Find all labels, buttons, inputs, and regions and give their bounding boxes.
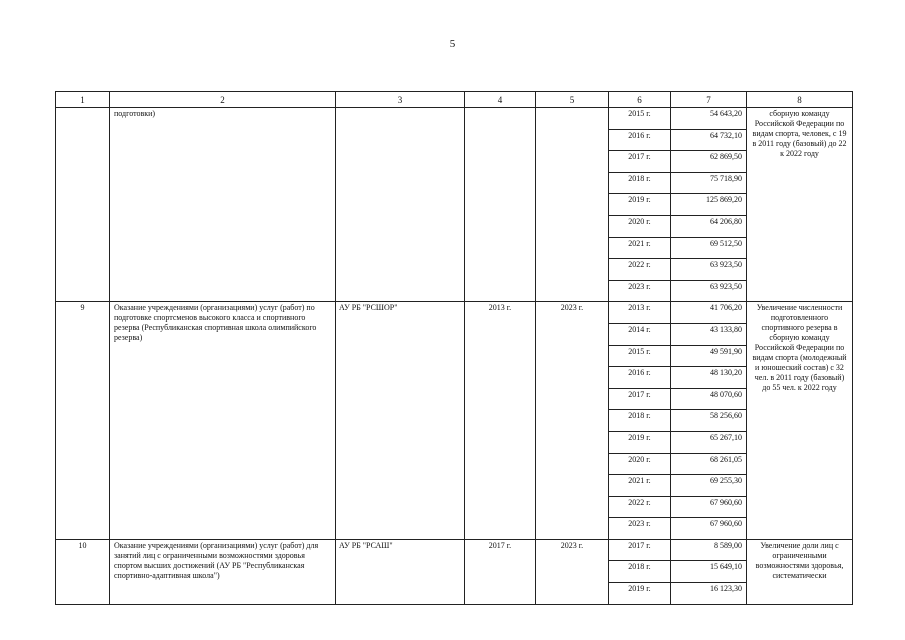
header-cell: 5 (536, 92, 609, 108)
year-cell: 2023 г. (609, 518, 671, 540)
amount-cell: 48 130,20 (671, 367, 747, 389)
amount-cell: 43 133,80 (671, 323, 747, 345)
amount-cell: 63 923,50 (671, 280, 747, 302)
header-cell: 8 (747, 92, 853, 108)
year-cell: 2018 г. (609, 410, 671, 432)
year-cell: 2017 г. (609, 539, 671, 561)
start-year-cell: 2017 г. (465, 539, 536, 604)
amount-cell: 125 869,20 (671, 194, 747, 216)
executor-cell: АУ РБ "РСШОР" (336, 302, 465, 540)
amount-cell: 64 732,10 (671, 129, 747, 151)
header-cell: 4 (465, 92, 536, 108)
amount-cell: 69 255,30 (671, 475, 747, 497)
executor-cell (336, 108, 465, 302)
year-cell: 2016 г. (609, 129, 671, 151)
year-cell: 2022 г. (609, 259, 671, 281)
amount-cell: 49 591,90 (671, 345, 747, 367)
program-table (55, 91, 853, 605)
amount-cell: 68 261,05 (671, 453, 747, 475)
amount-cell: 67 960,60 (671, 518, 747, 540)
event-name-cell: Оказание учреждениями (организациями) услуг (работ) по подготовке спортсменов высокого класса и спортивного резерва (Республиканская спортивная школа олимпийского резерва) (110, 302, 336, 540)
expected-result-cell: Увеличение доли лиц с ограниченными возможностями здоровья, систематически (747, 539, 853, 604)
year-cell: 2015 г. (609, 108, 671, 130)
year-cell: 2014 г. (609, 323, 671, 345)
amount-cell: 15 649,10 (671, 561, 747, 583)
table-row (56, 302, 853, 324)
year-cell: 2021 г. (609, 237, 671, 259)
year-cell: 2016 г. (609, 367, 671, 389)
year-cell: 2023 г. (609, 280, 671, 302)
year-cell: 2020 г. (609, 215, 671, 237)
header-cell: 7 (671, 92, 747, 108)
row-number-cell: 10 (56, 539, 110, 604)
end-year-cell: 2023 г. (536, 302, 609, 540)
amount-cell: 64 206,80 (671, 215, 747, 237)
year-cell: 2017 г. (609, 151, 671, 173)
year-cell: 2019 г. (609, 431, 671, 453)
header-row (56, 92, 853, 108)
amount-cell: 41 706,20 (671, 302, 747, 324)
amount-cell: 16 123,30 (671, 583, 747, 605)
amount-cell: 62 869,50 (671, 151, 747, 173)
year-cell: 2019 г. (609, 583, 671, 605)
page-number: 5 (449, 38, 456, 50)
amount-cell: 58 256,60 (671, 410, 747, 432)
year-cell: 2021 г. (609, 475, 671, 497)
amount-cell: 63 923,50 (671, 259, 747, 281)
amount-cell: 65 267,10 (671, 431, 747, 453)
header-cell: 3 (336, 92, 465, 108)
year-cell: 2018 г. (609, 561, 671, 583)
amount-cell: 69 512,50 (671, 237, 747, 259)
header-cell: 2 (110, 92, 336, 108)
table-row (56, 539, 853, 561)
year-cell: 2019 г. (609, 194, 671, 216)
event-name-cell: подготовки) (110, 108, 336, 302)
year-cell: 2018 г. (609, 172, 671, 194)
executor-cell: АУ РБ "РСАШ" (336, 539, 465, 604)
amount-cell: 67 960,60 (671, 496, 747, 518)
header-cell: 6 (609, 92, 671, 108)
expected-result-cell: сборную команду Российской Федерации по видам спорта, человек, с 19 в 2011 году (базовый) до 22 к 2022 году (747, 108, 853, 302)
row-number-cell: 9 (56, 302, 110, 540)
end-year-cell (536, 108, 609, 302)
start-year-cell (465, 108, 536, 302)
row-number-cell (56, 108, 110, 302)
year-cell: 2022 г. (609, 496, 671, 518)
year-cell: 2017 г. (609, 388, 671, 410)
amount-cell: 8 589,00 (671, 539, 747, 561)
amount-cell: 75 718,90 (671, 172, 747, 194)
event-name-cell: Оказание учреждениями (организациями) услуг (работ) для занятий лиц с ограниченными возможностями здоровья спортом высших достижений (АУ РБ "Республиканская спортивно-адаптивная школа") (110, 539, 336, 604)
year-cell: 2013 г. (609, 302, 671, 324)
year-cell: 2015 г. (609, 345, 671, 367)
table-row (56, 108, 853, 130)
expected-result-cell: Увеличение численности подготовленного спортивного резерва в сборную команду Российской Федерации по видам спорта (молодежный и юношеский состав) с 32 чел. в 2011 году (базовый) до 55 чел. к 2022 году (747, 302, 853, 540)
start-year-cell: 2013 г. (465, 302, 536, 540)
amount-cell: 54 643,20 (671, 108, 747, 130)
end-year-cell: 2023 г. (536, 539, 609, 604)
year-cell: 2020 г. (609, 453, 671, 475)
amount-cell: 48 070,60 (671, 388, 747, 410)
header-cell: 1 (56, 92, 110, 108)
